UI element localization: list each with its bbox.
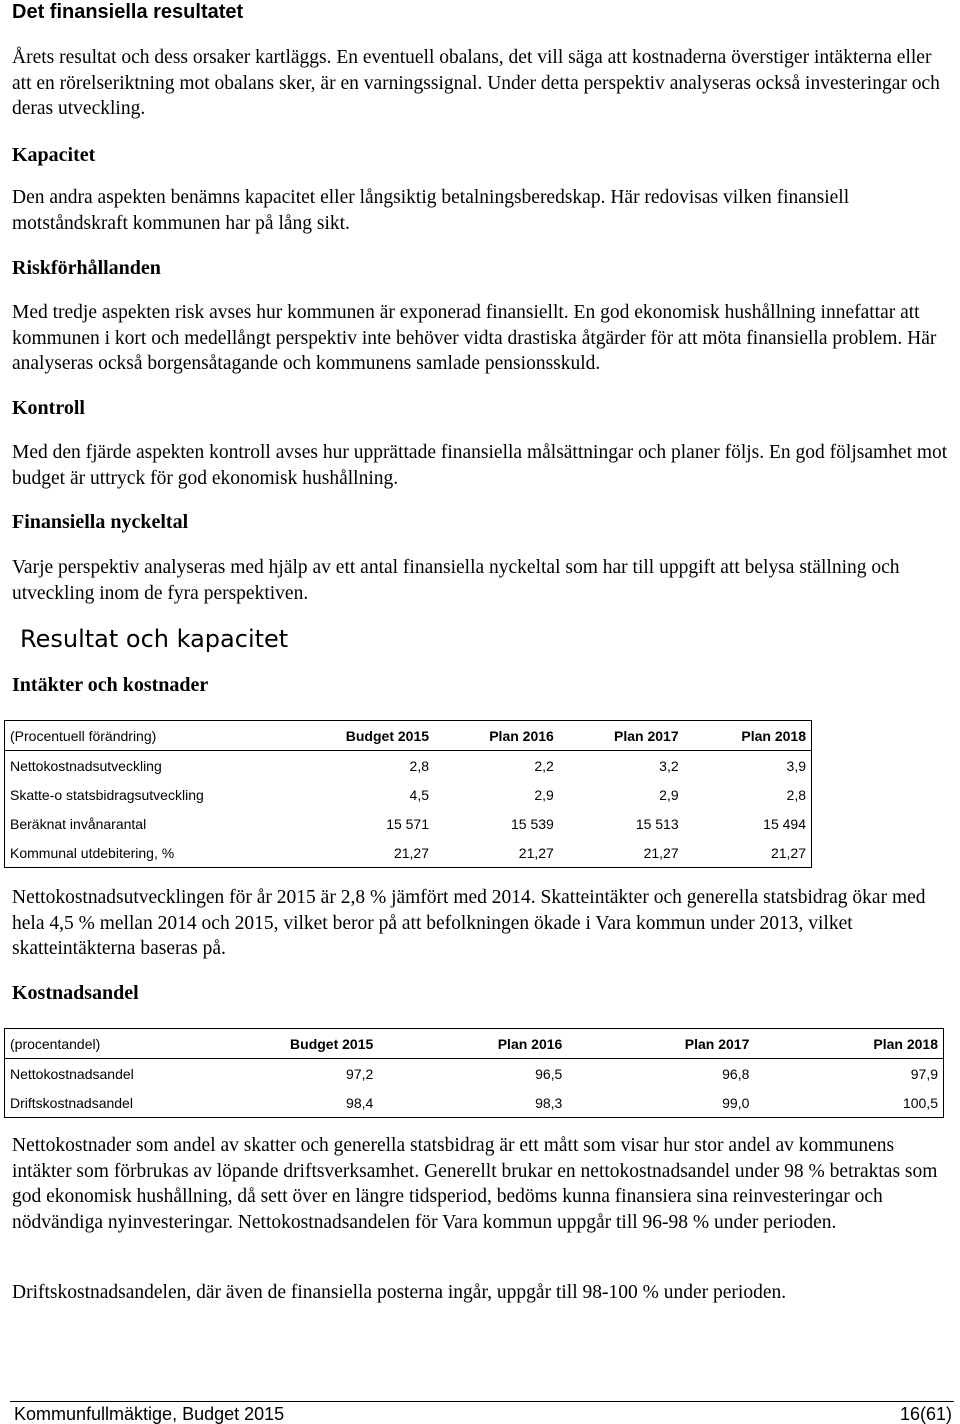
table-cell: 96,8 (722, 1065, 750, 1082)
table-cell: Nettokostnadsandel (10, 1065, 134, 1082)
table-cell: 2,2 (534, 757, 554, 774)
table-cell: 2,8 (786, 786, 806, 803)
table-cell: 15 513 (635, 815, 679, 832)
heading-finansiella-resultatet: Det finansiella resultatet (12, 1, 244, 23)
table-cell: 3,9 (786, 757, 806, 774)
table-row (5, 1059, 944, 1089)
footer-divider (10, 1401, 954, 1402)
paragraph-kontroll: Med den fjärde aspekten kontroll avses hur upprättade finansiella målsättningar och planer följs. En god följsamhet mot budget är uttryck för god ekonomisk hushållning. (12, 442, 948, 489)
table-cell: 96,5 (535, 1065, 563, 1082)
table-row (5, 838, 812, 868)
table-cell: 15 494 (763, 815, 806, 832)
table-header-cell: Budget 2015 (304, 721, 434, 751)
table-header-cell: Plan 2018 (754, 1029, 943, 1059)
heading-resultat-och-kapacitet: Resultat och kapacitet (20, 625, 289, 653)
table-header-cell: Plan 2016 (378, 1029, 567, 1059)
table-cell: Beräknat invånarantal (10, 815, 147, 832)
table-header-cell: (procentandel) (5, 1029, 214, 1059)
table-header-cell: Plan 2017 (559, 721, 684, 751)
table-cell: 98,3 (535, 1094, 563, 1111)
table-cell: 2,9 (659, 786, 679, 803)
table-cell: Kommunal utdebitering, % (10, 844, 175, 861)
table-header-cell: Plan 2018 (684, 721, 812, 751)
table-cell: 15 539 (511, 815, 554, 832)
table-cell: 3,2 (659, 757, 679, 774)
table-intakter-kostnader (4, 720, 812, 868)
paragraph-nyckeltal: Varje perspektiv analyseras med hjälp av ett antal finansiella nyckeltal som har till uppgift att belysa ställning och utveckling inom de fyra perspektiven. (12, 557, 900, 604)
table-cell: 100,5 (902, 1094, 938, 1111)
heading-kapacitet: Kapacitet (12, 144, 96, 166)
paragraph-driftskostnadsandel: Driftskostnadsandelen, där även de finansiella posterna ingår, uppgår till 98-100 % under perioden. (12, 1282, 787, 1303)
table-cell: 15 571 (386, 815, 430, 832)
paragraph-kapacitet: Den andra aspekten benämns kapacitet eller långsiktig betalningsberedskap. Här redovisas vilken finansiell motståndskraft kommunen har på lång sikt. (12, 187, 850, 234)
table-cell: 97,2 (346, 1065, 374, 1082)
footer-document-title: Kommunfullmäktige, Budget 2015 (14, 1404, 285, 1424)
paragraph-resultat: Årets resultat och dess orsaker kartläggs. En eventuell obalans, det vill säga att kostnaderna överstiger intäkterna eller att en rörelseriktning mot obalans sker, är en varningssignal. Under detta perspektiv analyseras också investeringar och deras utveckling. (12, 47, 940, 119)
table-cell: Driftskostnadsandel (10, 1094, 133, 1111)
table-cell: 97,9 (910, 1065, 938, 1082)
table-cell: 4,5 (409, 786, 430, 803)
table-header-cell: Plan 2016 (434, 721, 559, 751)
table-row (5, 809, 812, 838)
table-header-row (5, 1029, 944, 1059)
footer-page-number: 16(61) (899, 1404, 952, 1424)
paragraph-nettokostnad: Nettokostnadsutvecklingen för år 2015 är 2,8 % jämfört med 2014. Skatteintäkter och generella statsbidrag ökar med hela 4,5 % mellan 2014 och 2015, vilket beror på att befolkningen ökade i Vara kommun under 2013, vilket skatteintäkterna baseras på. (12, 887, 926, 959)
heading-finansiella-nyckeltal: Finansiella nyckeltal (12, 511, 189, 533)
heading-kostnadsandel: Kostnadsandel (12, 982, 139, 1004)
paragraph-risk: Med tredje aspekten risk avses hur kommunen är exponerad finansiellt. En god ekonomisk hushållning innefattar att kommunen i kort och medellångt perspektiv inte behöver vidta drastiska åtgärder för att möta finansiella problem. Här analyseras också borgensåtagande och kommunens samlade pensionsskuld. (12, 302, 937, 374)
table-header-cell: Budget 2015 (214, 1029, 378, 1059)
table-row (5, 1088, 944, 1118)
table-cell: 2,8 (409, 757, 430, 774)
heading-intakter-och-kostnader: Intäkter och kostnader (12, 674, 209, 696)
table-cell: 21,27 (393, 844, 430, 861)
table-cell: Skatte-o statsbidragsutveckling (10, 786, 204, 803)
table-cell: 98,4 (346, 1094, 374, 1111)
table-row (5, 780, 812, 809)
table-row (5, 751, 812, 781)
table-cell: Nettokostnadsutveckling (10, 757, 162, 774)
table-cell: 99,0 (722, 1094, 750, 1111)
table-cell: 21,27 (518, 844, 554, 861)
table-header-row (5, 721, 812, 751)
heading-kontroll: Kontroll (12, 397, 85, 419)
paragraph-nettokostnadsandel: Nettokostnader som andel av skatter och generella statsbidrag är ett mått som visar hur stor andel av kommunens intäkter som förbrukas av löpande driftsverksamhet. Generellt brukar en nettokostnadsandel under 98 % betraktas som god ekonomisk hushållning, då sett över en längre tidsperiod, bedöms kunna finansiera sina reinvesteringar och nödvändiga nyinvesteringar. Nettokostnadsandelen för Vara kommun uppgår till 96-98 % under perioden. (12, 1135, 938, 1233)
table-cell: 21,27 (770, 844, 806, 861)
table-cell: 2,9 (534, 786, 554, 803)
heading-riskforhallanden: Riskförhållanden (12, 257, 161, 279)
table-kostnadsandel (4, 1028, 944, 1118)
table-header-cell: (Procentuell förändring) (5, 721, 305, 751)
table-cell: 21,27 (643, 844, 679, 861)
table-header-cell: Plan 2017 (567, 1029, 754, 1059)
